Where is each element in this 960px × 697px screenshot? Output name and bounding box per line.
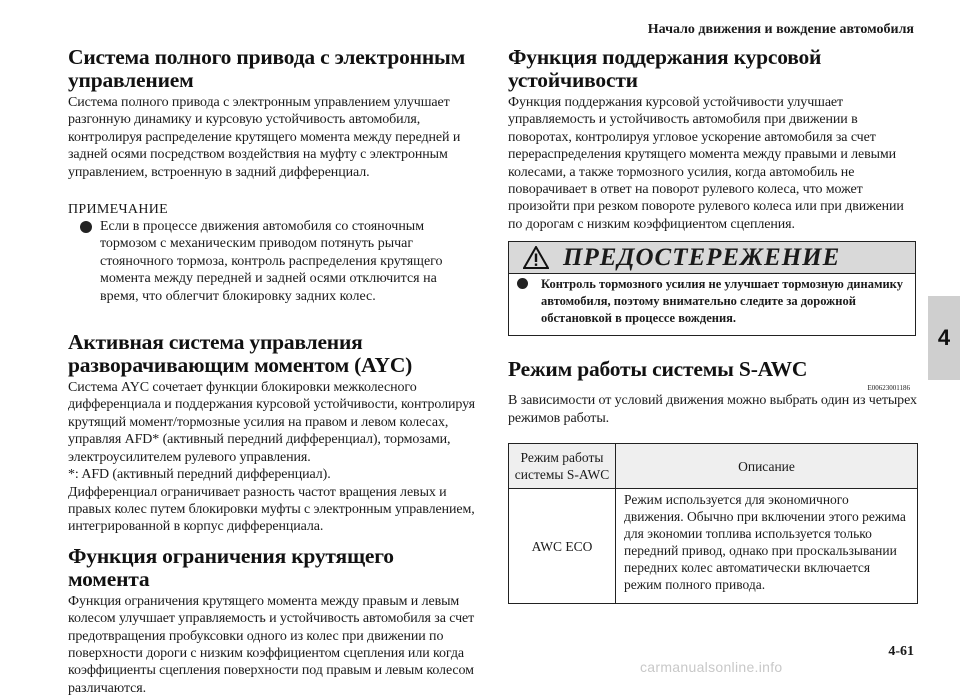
warning-box — [508, 241, 916, 336]
warning-text: Контроль тормозного усилия не улучшает тормозную динамику автомобиля, поэтому внимательно следите за дорожной обстановкой в процессе вождения. — [541, 277, 903, 326]
section-title-ayc: Активная система управления разворачивающим моментом (AYC) — [68, 330, 413, 378]
table-cell-description: Режим используется для экономичного движения. Обычно при включении этого режима для экономии топлива используется только передний привод, однако при проскальзывании передних колес автоматически включается режим полного привода. — [616, 489, 918, 604]
note-item — [68, 218, 478, 305]
footnote-afd: *: AFD (активный передний дифференциал). — [68, 467, 331, 483]
warning-body — [509, 274, 915, 335]
note-label: ПРИМЕЧАНИЕ — [68, 202, 168, 218]
table-header-mode: Режим работы системы S-AWC — [509, 444, 616, 489]
section-text-torque-limit: Функция ограничения крутящего момента между правым и левым колесом улучшает управляемость и устойчивость автомобиля за счет предотвращения пробуксовки одного из колес при движении по поверхности дороги с низким коэффициентом сцепления или когда коэффициенты сцепления поверхности под правым и левым колесом различаются. — [68, 593, 475, 696]
running-header: Начало движения и вождение автомобиля — [647, 22, 914, 37]
table-cell-mode: AWC ECO — [509, 489, 616, 604]
warning-header — [509, 242, 915, 274]
bullet-icon — [80, 221, 92, 233]
document-code: E00623001186 — [867, 384, 910, 393]
section-text-ayc: Система AYC сочетает функции блокировки межколесного дифференциала и поддержания курсовой устойчивости, контролируя крутящий момент/тормозные усилия на правом и левом колесах, управляя AFD* (активный передний дифференциал), тормозами, электроусилителем рулевого управления. — [68, 380, 476, 465]
table-header-row — [509, 444, 918, 489]
bullet-icon — [517, 278, 528, 289]
table-row — [509, 489, 918, 604]
note-text: Если в процессе движения автомобиля со стояночным тормозом с механическим приводом потянуть рычаг стояночного тормоза, контроль распределения крутящего момента между передней и задней осями отключится на время, что облегчит блокировку задних колес. — [100, 219, 443, 304]
section-text-awc: Система полного привода с электронным управлением улучшает разгонную динамику и курсовую устойчивость автомобиля, контролируя распределение крутящего момента между передней и задней осями посредством воздействия на муфту с электронным управлением, встроенную в задний дифференциал. — [68, 95, 461, 180]
section-text-stability: Функция поддержания курсовой устойчивости улучшает управляемость и устойчивость автомобиля при движении в поворотах, контролируя угловое ускорение автомобиля за счет перераспределения крутящего момента между правыми и левыми колесами, а также тормозного усилия, когда автомобиль не поворачивает в ответ на поворот рулевого колеса, что может произойти при резком повороте рулевого колеса или при движении по дорогам с низким коэффициентом сцепления. — [508, 95, 904, 232]
watermark: carmanualsonline.info — [640, 659, 783, 675]
modes-table — [508, 443, 918, 604]
section-text-s-awc-modes: В зависимости от условий движения можно выбрать один из четырех режимов работы. — [508, 393, 917, 426]
section-title-awc: Система полного привода с электронным управлением — [68, 45, 466, 92]
warning-triangle-icon — [523, 246, 549, 269]
right-column — [508, 46, 918, 604]
section-title-torque-limit: Функция ограничения крутящего момента — [68, 543, 394, 591]
page-number: 4-61 — [888, 644, 914, 659]
left-column — [68, 46, 478, 697]
section-title-stability: Функция поддержания курсовой устойчивости — [508, 45, 822, 92]
chapter-tab: 4 — [928, 296, 960, 380]
warning-title: ПРЕДОСТЕРЕЖЕНИЕ — [563, 243, 841, 271]
section-text-ayc-2: Дифференциал ограничивает разность частот вращения левых и правых колес путем блокировки муфты с электронным управлением, интегрированной в корпус дифференциала. — [68, 484, 475, 535]
section-title-s-awc-modes: Режим работы системы S-AWC — [508, 357, 808, 382]
table-header-description: Описание — [616, 444, 918, 489]
